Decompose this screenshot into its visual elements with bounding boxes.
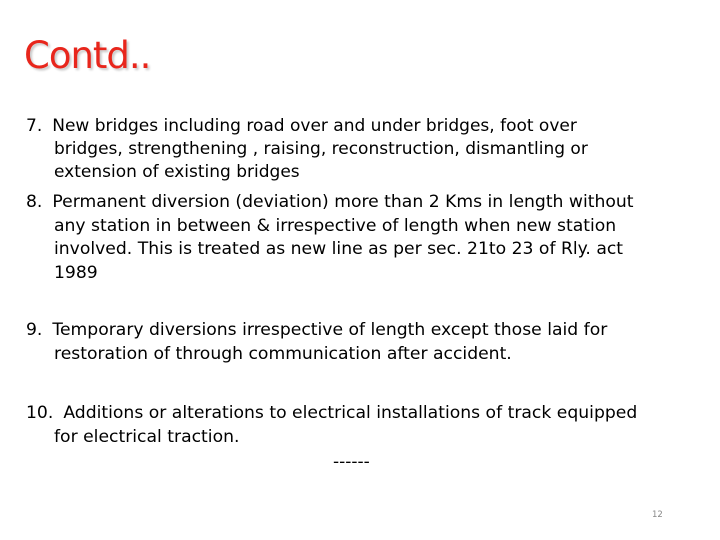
list-item-10 <box>26 402 696 449</box>
list-item-number: 9. <box>26 320 43 340</box>
list-item-number: 7. <box>26 116 43 136</box>
list-item-line: any station in between & irrespective of length when new station <box>54 215 617 236</box>
list-item-line: extension of existing bridges <box>54 162 300 182</box>
slide-title: Contd.. <box>24 34 151 77</box>
list-item-number: 8. <box>26 192 43 212</box>
list-item-line: involved. This is treated as new line as per sec. 21to 23 of Rly. act <box>54 239 624 259</box>
list-item-line <box>26 402 696 426</box>
list-item-text: New bridges including road over and under bridges, foot over <box>52 116 577 136</box>
list-item-line: 1989 <box>54 262 98 283</box>
end-marker: ------ <box>333 452 370 472</box>
list-item-line: restoration of through communication after accident. <box>54 343 512 364</box>
list-item-line <box>26 319 696 343</box>
list-item-line <box>26 115 696 138</box>
list-item-7 <box>26 115 696 184</box>
list-item-line: bridges, strengthening , raising, reconstruction, dismantling or <box>54 139 588 159</box>
list-item-line: for electrical traction. <box>54 426 240 447</box>
page-number: 12 <box>652 510 663 520</box>
list-item-text: Temporary diversions irrespective of length except those laid for <box>52 320 608 340</box>
list-item-line <box>26 191 696 215</box>
list-item-number: 10. <box>26 403 54 423</box>
list-item-text: Permanent diversion (deviation) more than 2 Kms in length without <box>52 192 634 212</box>
list-item-9 <box>26 319 696 366</box>
list-item-8 <box>26 191 696 285</box>
list-item-text: Additions or alterations to electrical installations of track equipped <box>63 403 638 423</box>
